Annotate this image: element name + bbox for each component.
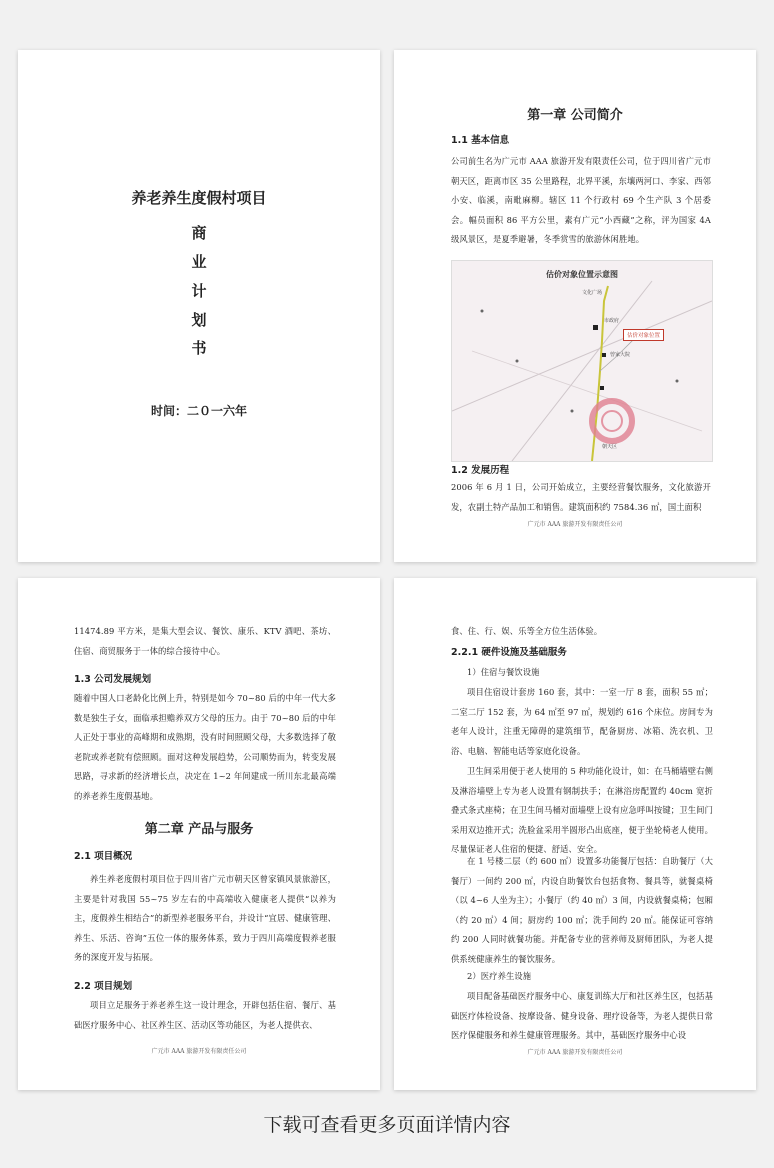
section-heading: 2.2.1 硬件设施及基础服务	[451, 647, 567, 658]
page-footer: 广元市 AAA 旅游开发有限责任公司	[151, 1048, 247, 1055]
page-footer: 广元市 AAA 旅游开发有限责任公司	[527, 1049, 623, 1056]
cover-char: 计	[191, 282, 207, 300]
map-label: 市政府	[604, 318, 620, 324]
paragraph: 卫生间采用便于老人使用的 5 种功能化设计，如：在马桶墙壁右侧及淋浴墙壁上专为老人设置有钢制扶手；在淋浴房配置约 40cm 宽折叠式条式座椅；在卫生间马桶对面墙壁上设有应急呼叫按键；卫生间门采用双边推开式；洗脸盆采用半圆形凸出底座，便于坐轮椅老人使用。尽量保证老人住宿的便捷、舒适、安全。	[451, 766, 713, 854]
list-item: 2）医疗养生设施	[467, 971, 532, 981]
paragraph: 2006 年 6 月 1 日，公司开始成立，主要经营餐饮服务，文化旅游开发，农副土特产品加工和销售。建筑面积约 7584.36 ㎡，国土面积	[451, 482, 711, 512]
page-footer: 广元市 AAA 旅游开发有限责任公司	[527, 521, 623, 528]
section-heading: 1.3 公司发展规划	[74, 674, 152, 685]
map-title: 估价对象位置示意图	[546, 270, 618, 279]
download-caption[interactable]: 下载可查看更多页面详情内容	[263, 1114, 511, 1136]
section-heading: 1.2 发展历程	[451, 465, 510, 476]
section-heading: 2.2 项目规划	[74, 981, 133, 992]
chapter-title: 第一章 公司简介	[527, 108, 623, 123]
paragraph: 食、住、行、娱、乐等全方位生活体验。	[451, 626, 603, 636]
section-heading: 1.1 基本信息	[451, 135, 510, 146]
cover-date: 时间：二０一六年	[150, 404, 247, 418]
cover-page	[18, 50, 380, 562]
map-label: 朝天区	[602, 444, 618, 450]
document-page-4	[394, 578, 756, 1090]
paragraph: 在 1 号楼二层（约 600 ㎡）设置多功能餐厅包括：自助餐厅（大餐厅）一间约 200 ㎡，内设自助餐饮台包括食物、餐具等，就餐桌椅（以 4~6 人坐为主）；小餐厅（约 40 ㎡）3 间，内设就餐桌椅；包厢（约 20 ㎡）4 间；厨房约 100 ㎡；洗手间约 20 ㎡。能保证可容纳约 200 人同时就餐功能。并配备专业的营养师及厨师团队，为老人提供系统健康养生的餐饮服务。	[451, 856, 713, 964]
paragraph: 11474.89 平方米，是集大型会议、餐饮、康乐、KTV 酒吧、茶坊、住宿、商贸服务于一体的综合接待中心。	[74, 626, 336, 656]
document-page-3	[18, 578, 380, 1090]
map-label: 曾家大院	[610, 352, 631, 358]
document-page-2	[394, 50, 756, 562]
section-heading: 2.1 项目概况	[74, 851, 133, 862]
cover-char: 划	[191, 311, 207, 329]
cover-char: 业	[191, 253, 207, 271]
map-label: 文化广场	[582, 290, 603, 296]
paragraph: 项目配备基础医疗服务中心、康复训练大厅和社区养生区，包括基础医疗体检设备、按摩设备、健身设备、理疗设备等，为老人提供日常医疗保健服务和养生健康管理服务。其中，基础医疗服务中心设	[451, 991, 713, 1040]
paragraph: 项目立足服务于养老养生这一设计理念，开辟包括住宿、餐厅、基础医疗服务中心、社区养生区、活动区等功能区，为老人提供衣、	[74, 1000, 336, 1030]
paragraph: 随着中国人口老龄化比例上升，特别是如今 70~80 后的中年一代大多数是独生子女，面临承担赡养双方父母的压力。由于 70~80 后的中年人正处于事业的高峰期和成熟期，没有时间照顾父母，大多数选择了敬老院或养老院有偿照顾。面对这种发展趋势，公司顺势而为，转变发展思路，寻求新的经济增长点，决定在 1~2 年间建成一所川东北最高端的养老养生度假基地。	[74, 693, 336, 801]
cover-char: 商	[191, 224, 207, 242]
paragraph: 项目住宿设计套房 160 套，其中：一室一厅 8 套，面积 55 ㎡；二室二厅 152 套，为 64 ㎡至 97 ㎡，规划约 616 个床位。房间专为老年人设计，注重无障碍的建筑细节，配备厨房、冰箱、洗衣机、卫浴、电脑、智能电话等家庭化设备。	[451, 687, 713, 756]
paragraph: 公司前生名为广元市 AAA 旅游开发有限责任公司，位于四川省广元市朝天区，距离市区 35 公里路程，北界平溪，东壤两河口、李家、西邻小安、临溪，南毗麻柳。辖区 11 个行政村 69 个生产队 3 个居委会。幅员面积 86 平方公里，素有广元“小西藏”之称，评为国家 4A 级风景区，是夏季避暑，冬季赏雪的旅游休闲胜地。	[451, 156, 711, 244]
chapter-title: 第二章 产品与服务	[144, 822, 254, 837]
location-map-image	[451, 260, 713, 462]
paragraph: 养生养老度假村项目位于四川省广元市朝天区曾家镇风景旅游区，主要是针对我国 55~75 岁左右的中高端收入健康老人提供“以养为主，度假养生相结合”的新型养老服务平台，并设计“宜居、健康管理、养生、乐活、咨询”五位一体的服务体系，致力于四川高端度假养老服务的深度开发与拓展。	[74, 874, 336, 962]
list-item: 1）住宿与餐饮设施	[467, 667, 540, 677]
cover-char: 书	[191, 339, 207, 357]
cover-title: 养老养生度假村项目	[131, 189, 267, 207]
map-callout: 估价对象位置	[623, 329, 664, 341]
